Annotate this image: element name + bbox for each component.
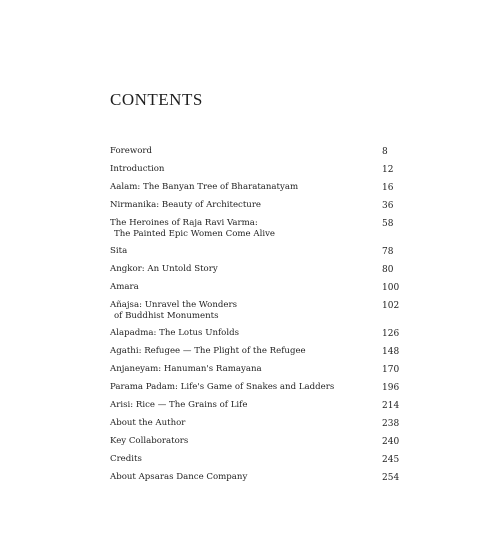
toc-entry-title-line: Sita	[110, 246, 128, 256]
toc-entry-page-number: 240	[382, 437, 400, 447]
toc-entry-title	[110, 382, 382, 393]
toc-entry-title-line: Alapadma: The Lotus Unfolds	[110, 328, 239, 338]
toc-entry-title	[110, 436, 382, 447]
toc-entry[interactable]	[110, 400, 402, 412]
toc-entry-title-line: The Heroines of Raja Ravi Varma:	[110, 218, 258, 228]
toc-entry-title	[110, 182, 382, 193]
toc-entry-page-number: 80	[382, 265, 394, 275]
toc-entry[interactable]	[110, 346, 402, 358]
toc-entry-title	[110, 418, 382, 429]
toc-entry-title-line: Foreword	[110, 146, 152, 156]
toc-entry-page-number: 254	[382, 473, 400, 483]
toc-entry[interactable]	[110, 264, 402, 276]
toc-entry-page-number: 238	[382, 419, 400, 429]
toc-entry[interactable]	[110, 164, 402, 176]
toc-entry[interactable]	[110, 182, 402, 194]
toc-entry-title-line: Añajsa: Unravel the Wonders	[110, 300, 237, 310]
toc-entry-page-number: 126	[382, 329, 400, 339]
toc-entry[interactable]	[110, 282, 402, 294]
toc-entry-title	[110, 454, 382, 465]
toc-entry-title-line: Key Collaborators	[110, 436, 189, 446]
toc-entry[interactable]	[110, 382, 402, 394]
toc-entry-title-line: Angkor: An Untold Story	[110, 264, 218, 274]
toc-entry[interactable]	[110, 454, 402, 466]
toc-entry-title	[110, 146, 382, 157]
toc-entry-title	[110, 246, 382, 257]
toc-entry-title-line: About the Author	[110, 418, 186, 428]
toc-entry-title	[110, 264, 382, 275]
toc-entry-title	[110, 218, 382, 240]
toc-entry-title-line: About Apsaras Dance Company	[110, 472, 248, 482]
page-title: CONTENTS	[110, 90, 203, 109]
toc-entry[interactable]	[110, 418, 402, 430]
toc-entry-title	[110, 200, 382, 211]
toc-entry-page-number: 196	[382, 383, 400, 393]
toc-entry-title	[110, 472, 382, 483]
toc-entry-page-number: 100	[382, 283, 400, 293]
toc-entry-title-line: Anjaneyam: Hanuman's Ramayana	[110, 364, 262, 374]
toc-entry-title	[110, 282, 382, 293]
toc-entry[interactable]	[110, 146, 402, 158]
toc-entry-title-line: Nirmanika: Beauty of Architecture	[110, 200, 262, 210]
toc-entry-title	[110, 364, 382, 375]
toc-entry-title-line: Introduction	[110, 164, 165, 174]
toc-entry-title	[110, 300, 382, 322]
toc-entry-title-line: Agathi: Refugee — The Plight of the Refugee	[110, 346, 306, 356]
toc-entry-page-number: 214	[382, 401, 400, 411]
toc-entry-page-number: 245	[382, 455, 400, 465]
toc-entry-page-number: 102	[382, 301, 400, 311]
toc-entry-title-line: Arisi: Rice — The Grains of Life	[110, 400, 248, 410]
toc-entry-page-number: 78	[382, 247, 394, 257]
toc-entry-title	[110, 328, 382, 339]
toc-entry-page-number: 36	[382, 201, 394, 211]
toc-entry-title-line: The Painted Epic Women Come Alive	[114, 229, 276, 239]
toc-entry[interactable]	[110, 300, 402, 322]
toc-entry[interactable]	[110, 328, 402, 340]
toc-entry-title-line: Aalam: The Banyan Tree of Bharatanatyam	[110, 182, 299, 192]
toc-entry-page-number: 12	[382, 165, 394, 175]
toc-entry-title-line: Parama Padam: Life's Game of Snakes and Ladders	[110, 382, 335, 392]
toc-entry-page-number: 148	[382, 347, 400, 357]
toc-entry[interactable]	[110, 436, 402, 448]
toc-entry-title-line: of Buddhist Monuments	[114, 311, 219, 321]
toc-entry-title-line: Amara	[110, 282, 139, 292]
toc-entry[interactable]	[110, 246, 402, 258]
toc-entry[interactable]	[110, 472, 402, 484]
toc-entry-title	[110, 400, 382, 411]
toc-entry-title-line: Credits	[110, 454, 142, 464]
toc-entry[interactable]	[110, 200, 402, 212]
table-of-contents	[110, 146, 402, 490]
toc-entry[interactable]	[110, 218, 402, 240]
toc-entry[interactable]	[110, 364, 402, 376]
toc-entry-page-number: 16	[382, 183, 394, 193]
toc-entry-page-number: 170	[382, 365, 400, 375]
toc-entry-title	[110, 164, 382, 175]
toc-entry-title	[110, 346, 382, 357]
toc-entry-page-number: 8	[382, 147, 388, 157]
toc-entry-page-number: 58	[382, 219, 394, 229]
